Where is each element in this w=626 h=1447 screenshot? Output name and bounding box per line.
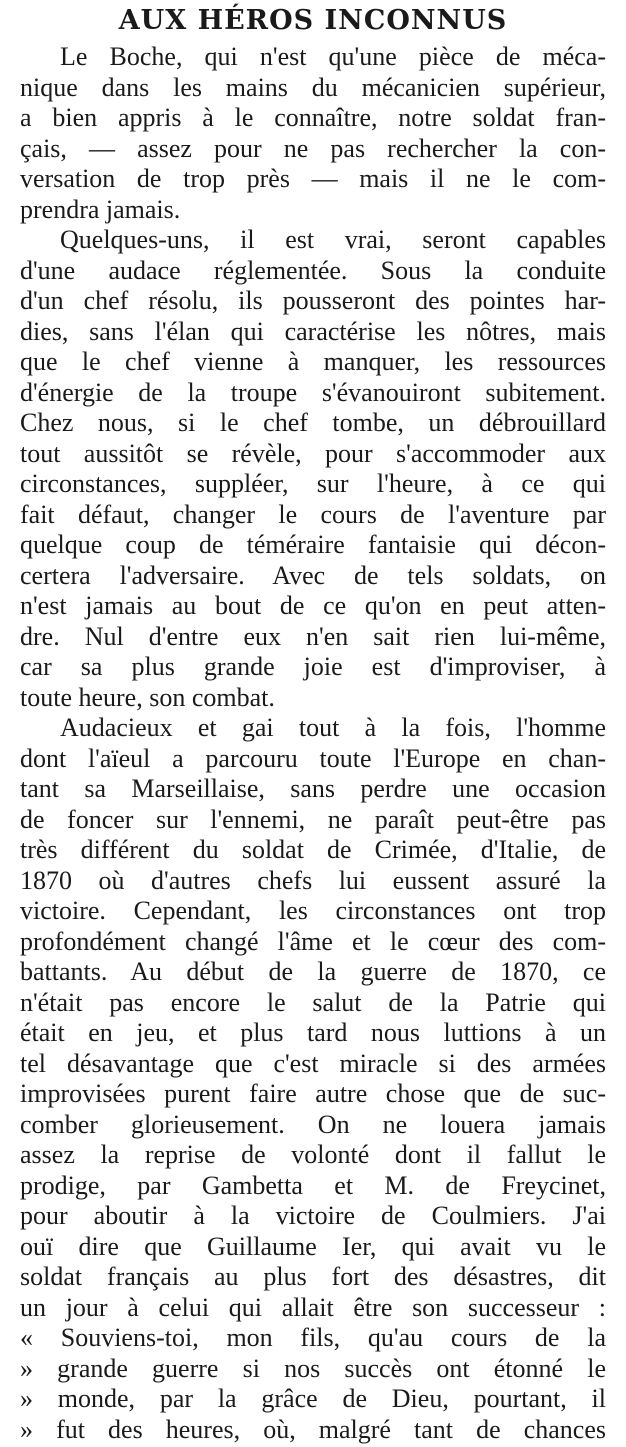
text-line: car sa plus grande joie est d'improviser, à (20, 652, 606, 681)
text-line: victoire. Cependant, les circonstances ont trop (20, 896, 606, 925)
text-line: dre. Nul d'entre eux n'en sait rien lui-même, (20, 621, 606, 651)
text-line: tout aussitôt se révèle, pour s'accommoder aux (20, 438, 606, 468)
text-line: improvisées purent faire autre chose que de suc- (20, 1079, 606, 1108)
text-line: » grande guerre si nos succès ont étonné le (20, 1353, 606, 1383)
text-line: était en jeu, et plus tard nous luttions à un (20, 1018, 606, 1047)
text-line: 1870 où d'autres chefs lui eussent assuré la (20, 865, 606, 895)
text-line: n'est jamais au bout de ce qu'on en peut atten- (20, 591, 606, 620)
text-line: fait défaut, changer le cours de l'aventure par (20, 499, 606, 529)
text-line: d'un chef résolu, ils pousseront des pointes har- (20, 286, 606, 315)
text-line: nique dans les mains du mécanicien supérieur, (20, 72, 606, 102)
text-line: tant sa Marseillaise, sans perdre une occasion (20, 774, 606, 803)
text-line: assez la reprise de volonté dont il fallut le (20, 1140, 606, 1169)
text-line: Le Boche, qui n'est qu'une pièce de méca- (60, 42, 606, 71)
text-line: très différent du soldat de Crimée, d'Italie, de (20, 835, 606, 864)
text-line: prodige, par Gambetta et M. de Freycinet, (20, 1170, 606, 1200)
text-line: prendra jamais. (20, 194, 181, 224)
text-line: ouï dire que Guillaume Ier, qui avait vu le (20, 1231, 606, 1261)
text-line: Quelques-uns, il est vrai, seront capables (60, 225, 606, 254)
text-line: de foncer sur l'ennemi, ne paraît peut-être pas (20, 804, 606, 834)
text-line: » fut des heures, où, malgré tant de chances (20, 1414, 606, 1444)
text-line: d'une audace réglementée. Sous la conduite (20, 255, 606, 285)
text-line: versation de trop près — mais il ne le com- (20, 164, 606, 193)
text-line: a bien appris à le connaître, notre soldat fran- (20, 103, 606, 132)
text-line: quelque coup de téméraire fantaisie qui décon- (20, 530, 606, 559)
text-line: Audacieux et gai tout à la fois, l'homme (60, 713, 606, 742)
text-line: dont l'aïeul a parcouru toute l'Europe en chan- (20, 743, 606, 773)
text-line: pour aboutir à la victoire de Coulmiers. J'ai (20, 1201, 606, 1230)
text-line: certera l'adversaire. Avec de tels soldats, on (20, 560, 606, 590)
text-line: d'énergie de la troupe s'évanouiront subitement. (20, 377, 606, 407)
text-line: circonstances, suppléer, sur l'heure, à ce qui (20, 469, 606, 498)
text-line: profondément changé l'âme et le cœur des com- (20, 926, 606, 956)
text-line: tel désavantage que c'est miracle si des armées (20, 1048, 606, 1078)
text-line: toute heure, son combat. (20, 682, 275, 712)
text-line: n'était pas encore le salut de la Patrie qui (20, 987, 606, 1017)
text-line: çais, — assez pour ne pas rechercher la con- (20, 133, 606, 163)
article-title: AUX HÉROS INCONNUS (118, 5, 508, 36)
text-line: Chez nous, si le chef tombe, un débrouillard (20, 408, 606, 437)
text-line: que le chef vienne à manquer, les ressources (20, 347, 606, 376)
text-line: « Souviens-toi, mon fils, qu'au cours de la (20, 1323, 606, 1352)
text-line: dies, sans l'élan qui caractérise les nôtres, mais (20, 316, 606, 346)
text-line: soldat français au plus fort des désastres, dit (20, 1262, 606, 1291)
text-line: comber glorieusement. On ne louera jamais (20, 1109, 606, 1139)
text-line: un jour à celui qui allait être son successeur : (20, 1292, 606, 1322)
text-line: » monde, par la grâce de Dieu, pourtant, il (20, 1384, 606, 1413)
text-line: battants. Au début de la guerre de 1870, ce (20, 957, 606, 986)
